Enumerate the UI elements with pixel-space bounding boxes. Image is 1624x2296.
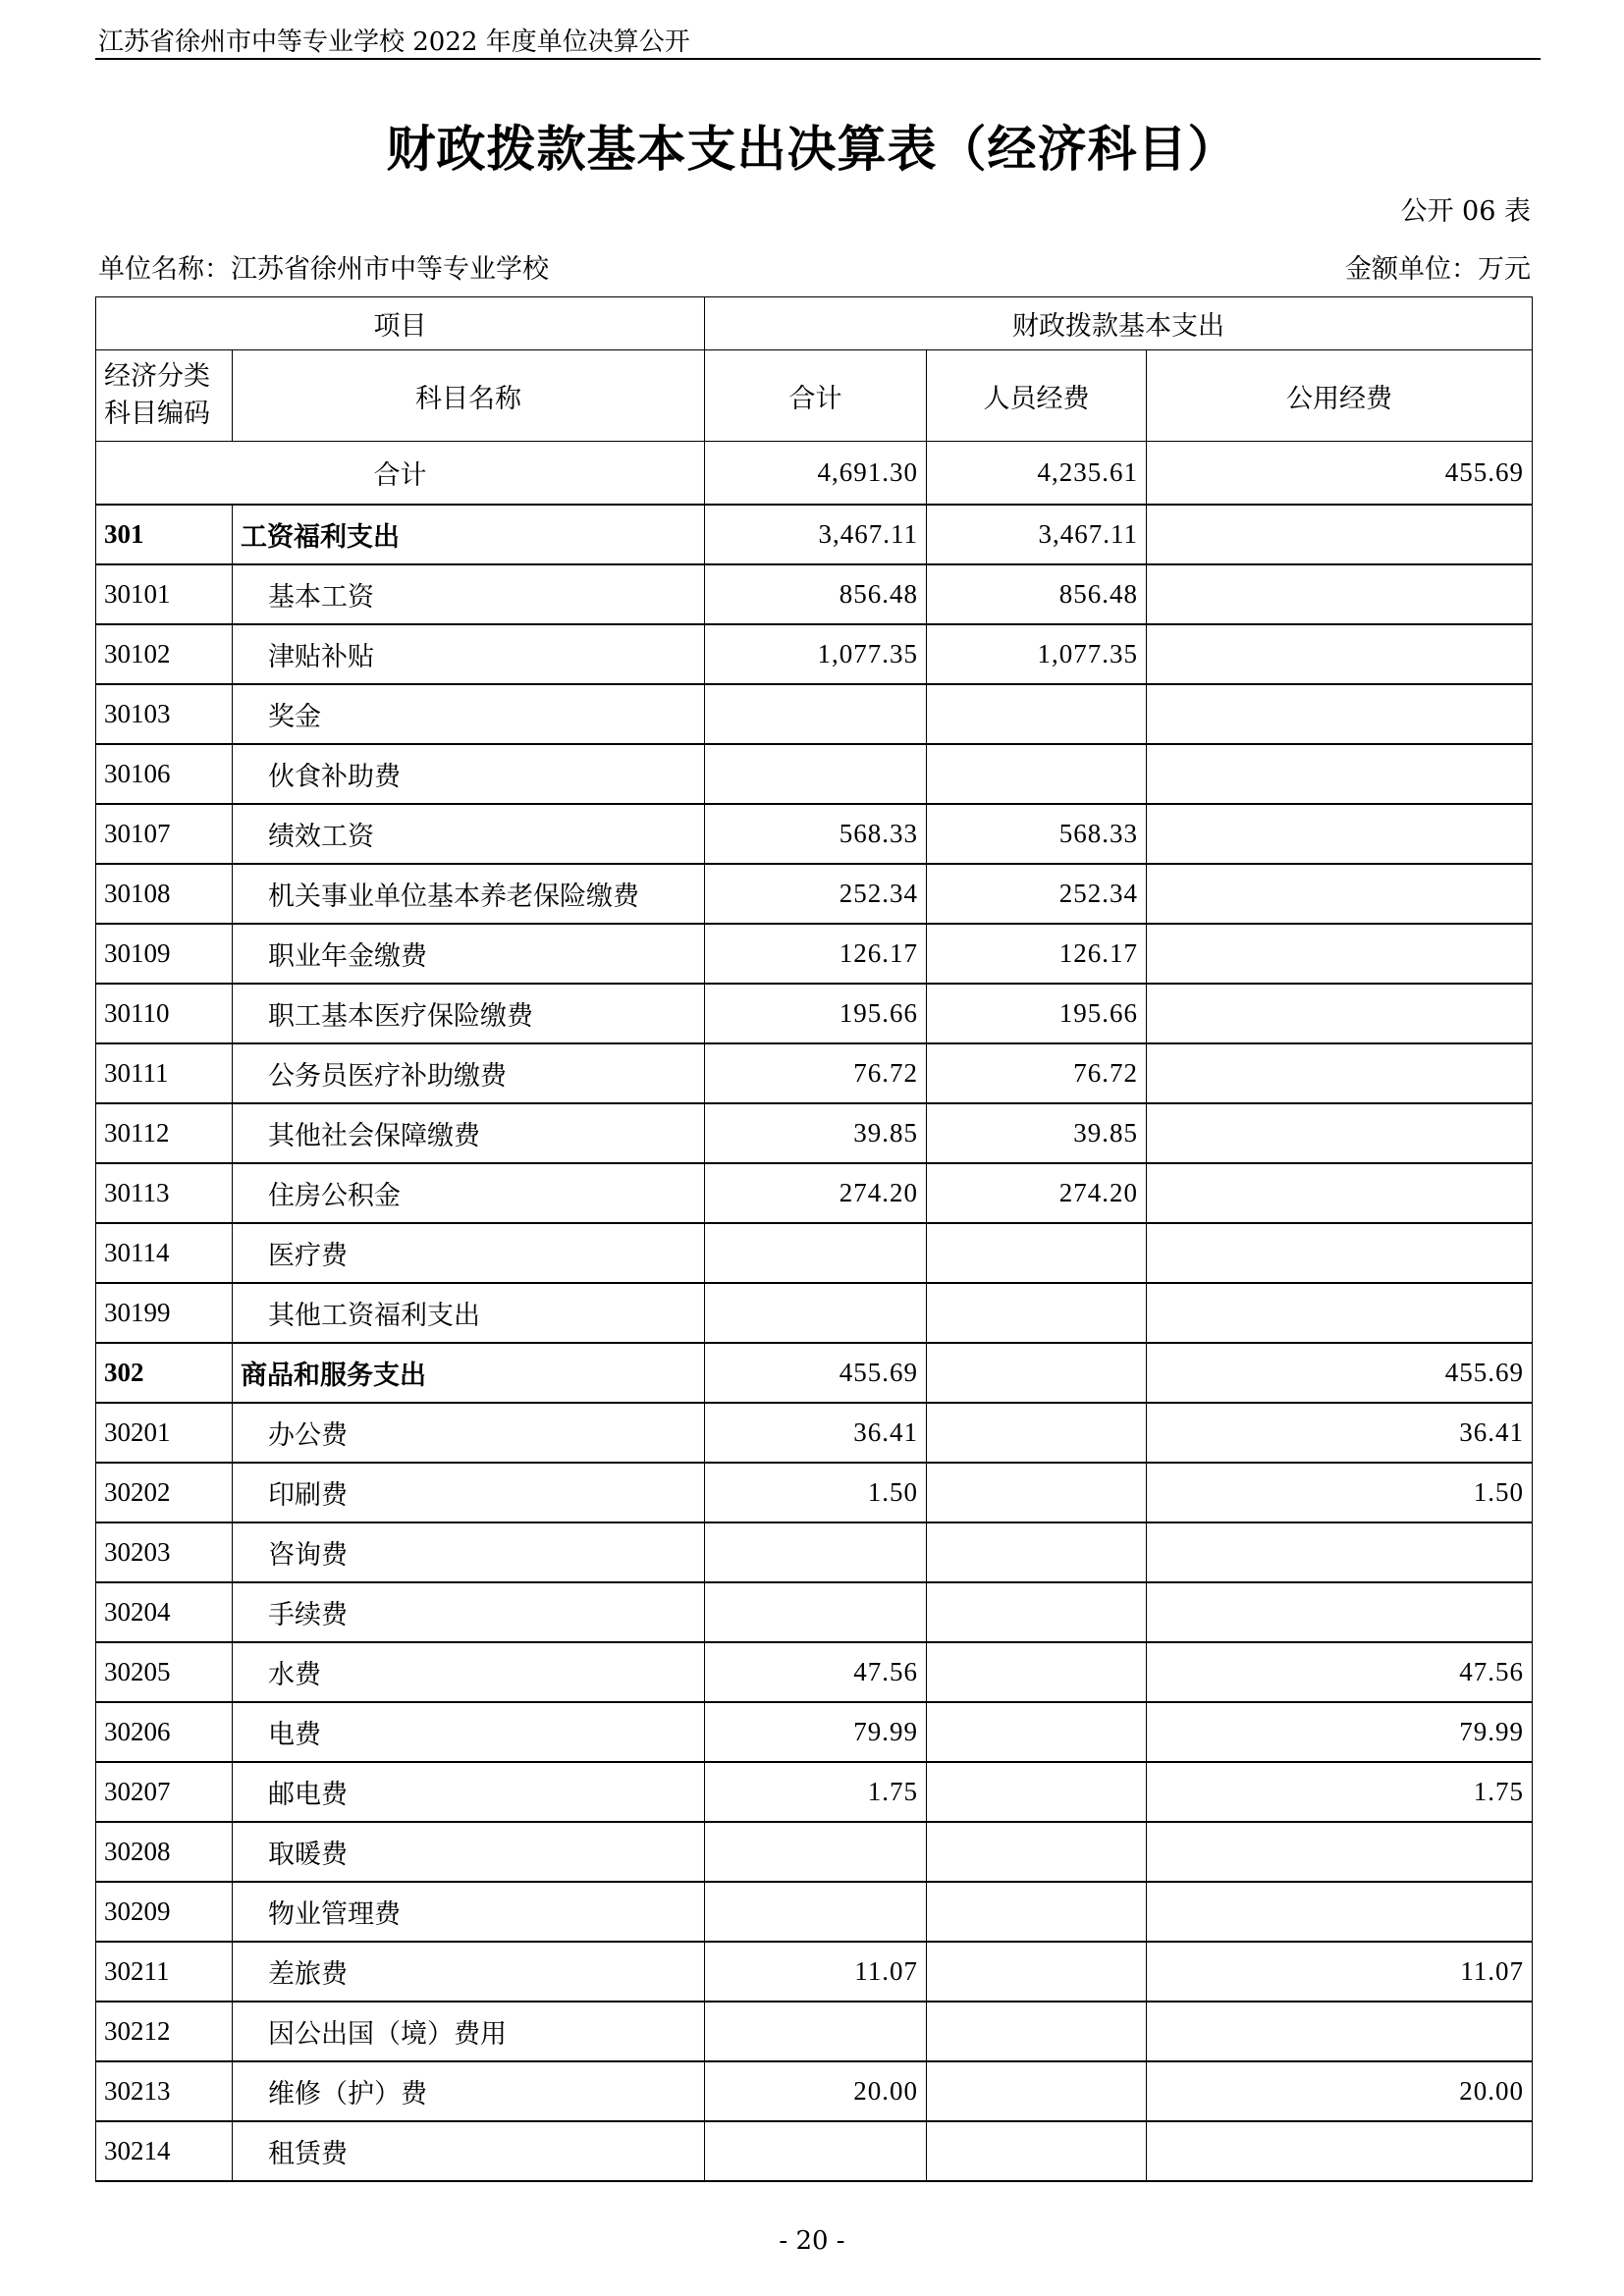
header-rule xyxy=(95,58,1541,60)
row-public xyxy=(1147,924,1533,984)
row-public: 47.56 xyxy=(1147,1642,1533,1702)
row-name: 职工基本医疗保险缴费 xyxy=(233,984,705,1043)
row-personnel: 126.17 xyxy=(927,924,1147,984)
row-code: 30114 xyxy=(96,1223,233,1283)
row-personnel xyxy=(927,1463,1147,1522)
table-row xyxy=(96,1223,1533,1283)
row-public xyxy=(1147,624,1533,684)
row-public xyxy=(1147,1223,1533,1283)
row-public xyxy=(1147,1283,1533,1343)
table-row xyxy=(96,2121,1533,2181)
row-name: 公务员医疗补助缴费 xyxy=(233,1043,705,1103)
row-name: 其他工资福利支出 xyxy=(233,1283,705,1343)
row-public: 79.99 xyxy=(1147,1702,1533,1762)
expenditure-table xyxy=(95,296,1533,2182)
row-public: 1.75 xyxy=(1147,1762,1533,1822)
row-public xyxy=(1147,1882,1533,1942)
table-row xyxy=(96,2061,1533,2121)
row-code: 30103 xyxy=(96,684,233,744)
row-public xyxy=(1147,2121,1533,2181)
row-name: 印刷费 xyxy=(233,1463,705,1522)
table-row xyxy=(96,804,1533,864)
row-name: 差旅费 xyxy=(233,1942,705,2002)
header-code-line1: 经济分类 xyxy=(104,361,210,392)
row-name: 住房公积金 xyxy=(233,1163,705,1223)
row-code: 30207 xyxy=(96,1762,233,1822)
row-personnel xyxy=(927,2121,1147,2181)
header-row-2 xyxy=(96,350,1533,442)
row-public xyxy=(1147,1822,1533,1882)
row-total: 126.17 xyxy=(705,924,927,984)
table-row xyxy=(96,1762,1533,1822)
row-personnel xyxy=(927,684,1147,744)
row-total: 76.72 xyxy=(705,1043,927,1103)
row-code: 30109 xyxy=(96,924,233,984)
total-amount: 4,691.30 xyxy=(705,442,927,506)
row-total: 1.75 xyxy=(705,1762,927,1822)
table-row xyxy=(96,1582,1533,1642)
row-code: 30204 xyxy=(96,1582,233,1642)
table-row xyxy=(96,1463,1533,1522)
unit-name: 单位名称：江苏省徐州市中等专业学校 xyxy=(98,254,549,285)
row-public xyxy=(1147,1522,1533,1582)
row-total xyxy=(705,1522,927,1582)
row-total: 195.66 xyxy=(705,984,927,1043)
row-total: 20.00 xyxy=(705,2061,927,2121)
row-name: 津贴补贴 xyxy=(233,624,705,684)
table-row xyxy=(96,1343,1533,1403)
row-total xyxy=(705,1283,927,1343)
row-public: 20.00 xyxy=(1147,2061,1533,2121)
row-total xyxy=(705,1582,927,1642)
table-row xyxy=(96,1163,1533,1223)
row-total: 1.50 xyxy=(705,1463,927,1522)
table-row xyxy=(96,1822,1533,1882)
row-total: 455.69 xyxy=(705,1343,927,1403)
row-code: 30106 xyxy=(96,744,233,804)
row-total: 1,077.35 xyxy=(705,624,927,684)
row-personnel: 856.48 xyxy=(927,564,1147,624)
table-row xyxy=(96,505,1533,564)
document-title: 财政拨款基本支出决算表（经济科目） xyxy=(386,121,1238,178)
row-name: 电费 xyxy=(233,1702,705,1762)
row-personnel: 1,077.35 xyxy=(927,624,1147,684)
row-code: 30206 xyxy=(96,1702,233,1762)
row-name: 水费 xyxy=(233,1642,705,1702)
total-public: 455.69 xyxy=(1147,442,1533,506)
row-code: 30113 xyxy=(96,1163,233,1223)
table-row xyxy=(96,864,1533,924)
header-subject-name: 科目名称 xyxy=(233,350,705,442)
row-public xyxy=(1147,864,1533,924)
row-personnel: 274.20 xyxy=(927,1163,1147,1223)
row-total: 274.20 xyxy=(705,1163,927,1223)
row-name: 伙食补助费 xyxy=(233,744,705,804)
row-public xyxy=(1147,1163,1533,1223)
table-row xyxy=(96,2002,1533,2061)
row-name: 物业管理费 xyxy=(233,1882,705,1942)
row-code: 30201 xyxy=(96,1403,233,1463)
row-name: 商品和服务支出 xyxy=(233,1343,705,1403)
row-personnel: 252.34 xyxy=(927,864,1147,924)
row-total: 47.56 xyxy=(705,1642,927,1702)
table-row xyxy=(96,1702,1533,1762)
row-personnel: 39.85 xyxy=(927,1103,1147,1163)
row-personnel: 568.33 xyxy=(927,804,1147,864)
row-name: 因公出国（境）费用 xyxy=(233,2002,705,2061)
total-row xyxy=(96,442,1533,506)
row-public xyxy=(1147,684,1533,744)
row-code: 30202 xyxy=(96,1463,233,1522)
row-code: 30110 xyxy=(96,984,233,1043)
row-name: 医疗费 xyxy=(233,1223,705,1283)
row-name: 维修（护）费 xyxy=(233,2061,705,2121)
row-personnel xyxy=(927,1522,1147,1582)
form-number: 公开 06 表 xyxy=(1400,196,1531,227)
header-code xyxy=(96,350,233,442)
row-personnel: 3,467.11 xyxy=(927,505,1147,564)
row-public xyxy=(1147,1582,1533,1642)
row-name: 绩效工资 xyxy=(233,804,705,864)
row-name: 办公费 xyxy=(233,1403,705,1463)
row-personnel xyxy=(927,1223,1147,1283)
row-public xyxy=(1147,804,1533,864)
row-name: 基本工资 xyxy=(233,564,705,624)
header-personnel: 人员经费 xyxy=(927,350,1147,442)
header-basic-expenditure: 财政拨款基本支出 xyxy=(705,297,1533,350)
table-row xyxy=(96,1403,1533,1463)
row-total: 11.07 xyxy=(705,1942,927,2002)
row-personnel xyxy=(927,1582,1147,1642)
row-public xyxy=(1147,984,1533,1043)
row-personnel xyxy=(927,1882,1147,1942)
row-code: 30214 xyxy=(96,2121,233,2181)
table-row xyxy=(96,624,1533,684)
row-total xyxy=(705,2121,927,2181)
row-public xyxy=(1147,505,1533,564)
row-personnel xyxy=(927,1642,1147,1702)
row-total xyxy=(705,2002,927,2061)
row-personnel: 76.72 xyxy=(927,1043,1147,1103)
row-code: 30107 xyxy=(96,804,233,864)
row-public: 455.69 xyxy=(1147,1343,1533,1403)
row-code: 30213 xyxy=(96,2061,233,2121)
row-name: 租赁费 xyxy=(233,2121,705,2181)
table-row xyxy=(96,1103,1533,1163)
row-code: 30208 xyxy=(96,1822,233,1882)
table-row xyxy=(96,1642,1533,1702)
row-total: 252.34 xyxy=(705,864,927,924)
row-total: 39.85 xyxy=(705,1103,927,1163)
row-total xyxy=(705,1223,927,1283)
row-code: 30209 xyxy=(96,1882,233,1942)
row-code: 30112 xyxy=(96,1103,233,1163)
page-number: - 20 - xyxy=(779,2226,845,2256)
row-public xyxy=(1147,564,1533,624)
row-code: 301 xyxy=(96,505,233,564)
row-personnel: 195.66 xyxy=(927,984,1147,1043)
table-row xyxy=(96,744,1533,804)
header-row-1 xyxy=(96,297,1533,350)
table-row xyxy=(96,1283,1533,1343)
header-public: 公用经费 xyxy=(1147,350,1533,442)
table-row xyxy=(96,984,1533,1043)
header-total: 合计 xyxy=(705,350,927,442)
row-public xyxy=(1147,1043,1533,1103)
row-personnel xyxy=(927,1762,1147,1822)
table-row xyxy=(96,924,1533,984)
row-name: 邮电费 xyxy=(233,1762,705,1822)
header-code-line2: 科目编码 xyxy=(104,399,210,429)
row-personnel xyxy=(927,1942,1147,2002)
table-row xyxy=(96,1942,1533,2002)
row-total: 3,467.11 xyxy=(705,505,927,564)
row-public xyxy=(1147,744,1533,804)
row-code: 30111 xyxy=(96,1043,233,1103)
row-total: 568.33 xyxy=(705,804,927,864)
row-personnel xyxy=(927,1283,1147,1343)
row-public: 11.07 xyxy=(1147,1942,1533,2002)
running-header: 江苏省徐州市中等专业学校 2022 年度单位决算公开 xyxy=(98,27,690,57)
row-name: 工资福利支出 xyxy=(233,505,705,564)
row-code: 30101 xyxy=(96,564,233,624)
row-public xyxy=(1147,2002,1533,2061)
row-code: 30199 xyxy=(96,1283,233,1343)
row-personnel xyxy=(927,1403,1147,1463)
row-code: 30205 xyxy=(96,1642,233,1702)
row-name: 奖金 xyxy=(233,684,705,744)
header-project: 项目 xyxy=(96,297,705,350)
row-name: 职业年金缴费 xyxy=(233,924,705,984)
row-public: 1.50 xyxy=(1147,1463,1533,1522)
row-personnel xyxy=(927,2061,1147,2121)
table-row xyxy=(96,1043,1533,1103)
row-total: 79.99 xyxy=(705,1702,927,1762)
row-code: 30211 xyxy=(96,1942,233,2002)
table-row xyxy=(96,1522,1533,1582)
row-personnel xyxy=(927,744,1147,804)
row-name: 取暖费 xyxy=(233,1822,705,1882)
row-total xyxy=(705,1882,927,1942)
table-row xyxy=(96,1882,1533,1942)
row-personnel xyxy=(927,1343,1147,1403)
row-code: 302 xyxy=(96,1343,233,1403)
row-code: 30108 xyxy=(96,864,233,924)
row-personnel xyxy=(927,1822,1147,1882)
row-total: 36.41 xyxy=(705,1403,927,1463)
row-personnel xyxy=(927,1702,1147,1762)
row-total xyxy=(705,1822,927,1882)
row-total: 856.48 xyxy=(705,564,927,624)
total-label: 合计 xyxy=(96,442,705,506)
row-public: 36.41 xyxy=(1147,1403,1533,1463)
row-name: 手续费 xyxy=(233,1582,705,1642)
total-personnel: 4,235.61 xyxy=(927,442,1147,506)
row-total xyxy=(705,744,927,804)
row-public xyxy=(1147,1103,1533,1163)
row-name: 其他社会保障缴费 xyxy=(233,1103,705,1163)
row-code: 30203 xyxy=(96,1522,233,1582)
row-total xyxy=(705,684,927,744)
table-row xyxy=(96,684,1533,744)
row-personnel xyxy=(927,2002,1147,2061)
row-name: 咨询费 xyxy=(233,1522,705,1582)
row-code: 30102 xyxy=(96,624,233,684)
row-code: 30212 xyxy=(96,2002,233,2061)
row-name: 机关事业单位基本养老保险缴费 xyxy=(233,864,705,924)
amount-unit: 金额单位：万元 xyxy=(1345,254,1531,285)
table-row xyxy=(96,564,1533,624)
